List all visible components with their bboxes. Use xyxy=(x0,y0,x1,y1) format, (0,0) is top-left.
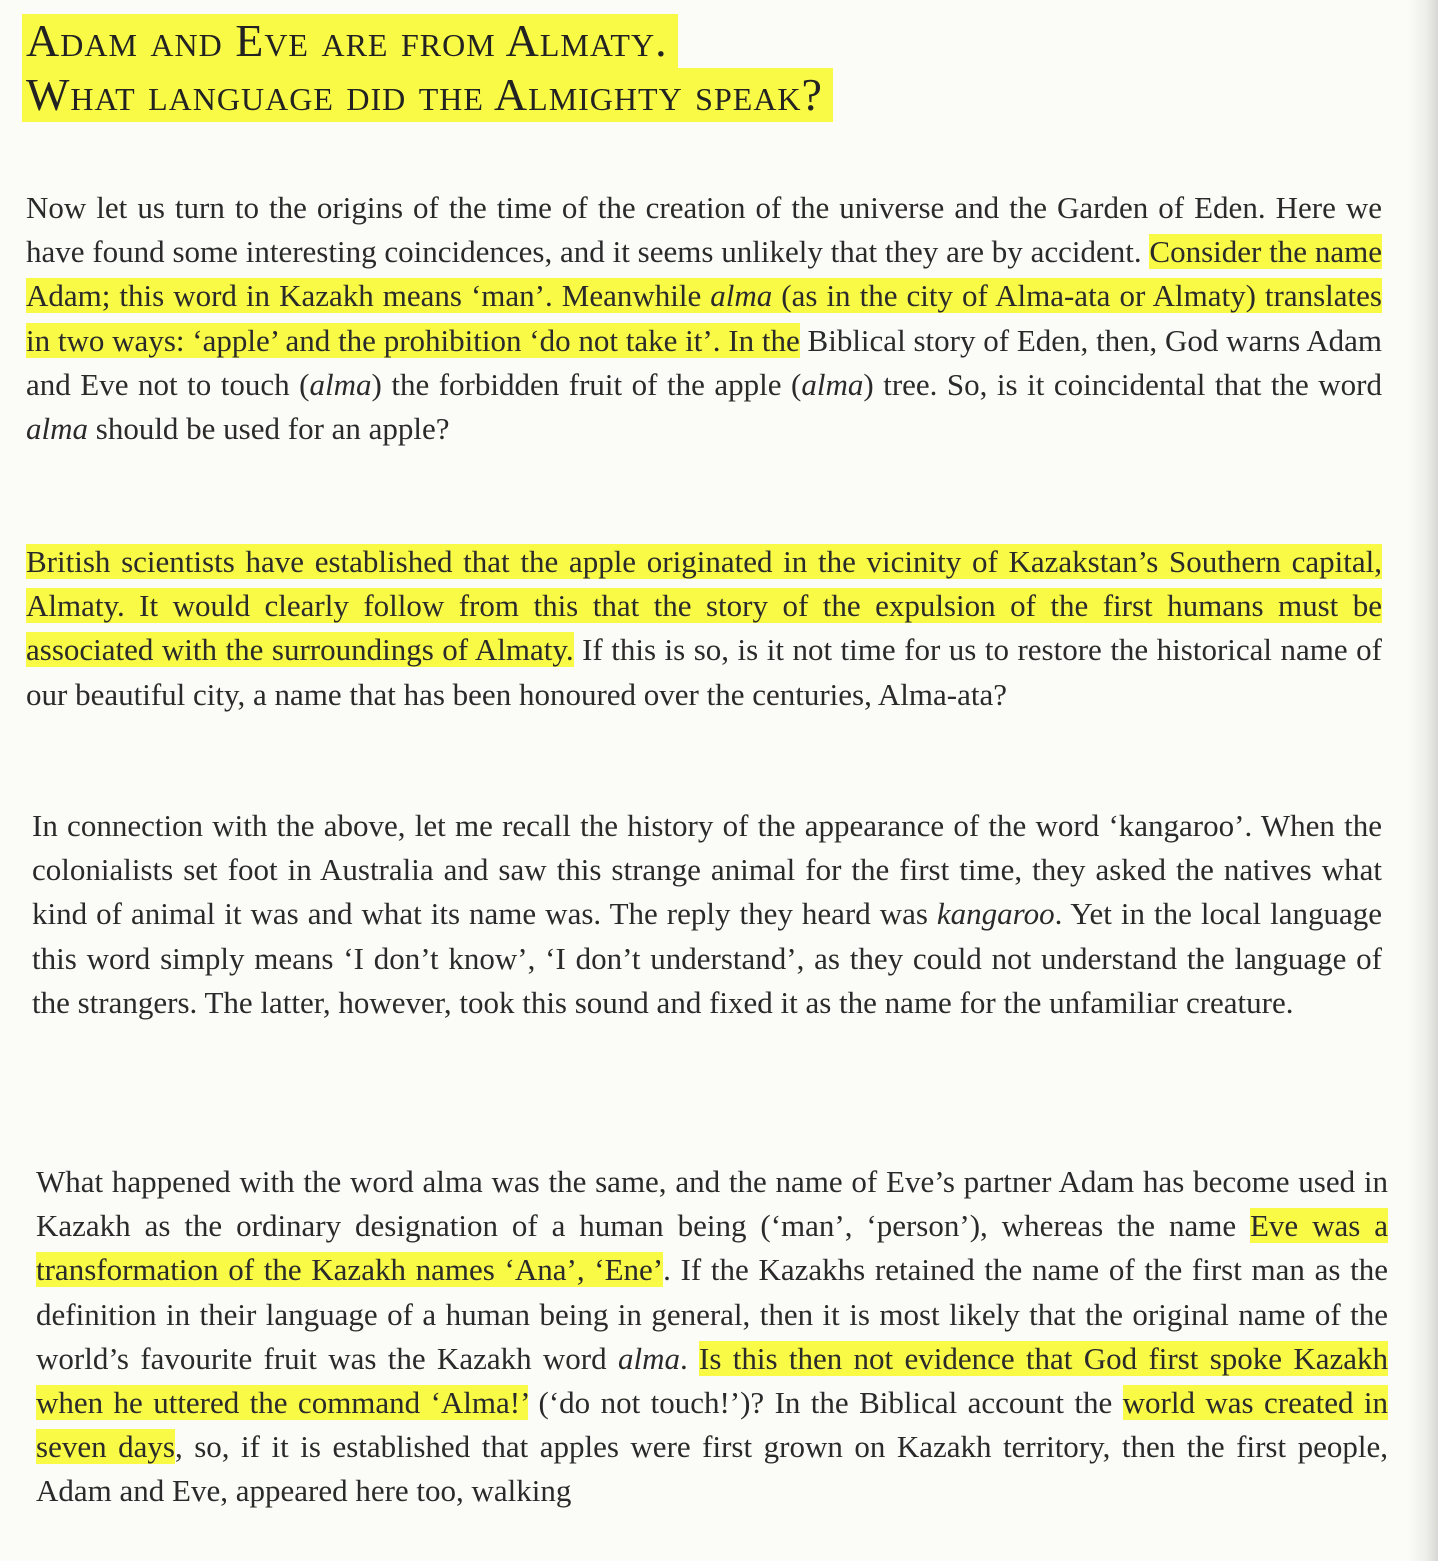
p4-text-d: (‘do not touch!’)? In the Biblical account the xyxy=(528,1385,1123,1421)
p4-text-c: . xyxy=(679,1340,700,1376)
p1-italic-alma: alma xyxy=(710,278,773,314)
p4-text-a: What happened with the word alma was the same, and the name of Eve’s partner Adam has become used in Kazakh as the ordinary designation of a human being (‘man’, ‘person’), whereas the name xyxy=(36,1164,1388,1244)
paragraph-2 xyxy=(26,540,1382,717)
p4-highlight-kazakh: Is this then not evidence that God first spoke Kazakh when he uttered the command ‘Alma!’ xyxy=(36,1340,1389,1421)
title-line-2: What language did the Almighty speak? xyxy=(22,68,833,122)
p4-italic-alma: alma xyxy=(617,1340,680,1376)
p1-italic-alma-3: alma xyxy=(801,366,864,402)
p1-highlight-text-b: (as in the city of Alma-ata or Almaty) translates in two ways: ‘apple’ and the prohibition ‘do not take it’. In the xyxy=(26,278,1382,358)
p1-text: Now let us turn to the origins of the time of the creation of the universe and the Garden of Eden. Here we have found some interesting coincidences, and it seems unlikely that they are by accident. xyxy=(26,190,1382,270)
paragraph-4 xyxy=(36,1160,1388,1514)
p2-highlight: British scientists have established that the apple originated in the vicinity of Kazakstan’s Southern capital, Almaty. It would clearly follow from this that the story of the expulsion of the first humans must be associated with the surroundings of Almaty. xyxy=(26,544,1382,668)
paragraph-1 xyxy=(26,186,1382,451)
p1-text-c: ) the forbidden fruit of the apple ( xyxy=(371,366,802,402)
paragraph-3 xyxy=(32,804,1382,1025)
p3-text-b: . Yet in the local language this word simply means ‘I don’t know’, ‘I don’t understand’, as they could not understand the language of the strangers. The latter, however, took this sound and fixed it as the name for the unfamiliar creature. xyxy=(32,896,1382,1020)
p4-text-e: , so, if it is established that apples were first grown on Kazakh territory, then the first people, Adam and Eve, appeared here too, walking xyxy=(36,1429,1389,1509)
page-title xyxy=(26,14,1086,122)
p3-italic-kangaroo: kangaroo xyxy=(936,896,1055,932)
p1-text-b: Biblical story of Eden, then, God warns Adam and Eve not to touch ( xyxy=(26,322,1382,402)
p3-text-a: In connection with the above, let me recall the history of the appearance of the word ‘kangaroo’. When the colonialists set foot in Australia and saw this strange animal for the first time, they asked the natives what kind of animal it was and what its name was. The reply they heard was xyxy=(32,808,1382,932)
p1-italic-alma-2: alma xyxy=(309,366,372,402)
page-edge-shadow xyxy=(1408,0,1438,1561)
p1-highlight-text-a: Consider the name Adam; this word in Kazakh means ‘man’. Meanwhile xyxy=(26,234,1382,314)
p1-italic-alma-4: alma xyxy=(26,411,88,447)
p4-text-b: . If the Kazakhs retained the name of the first man as the definition in their language of a human being in general, then it is most likely that the original name of the world’s favourite fruit was the Kazakh word xyxy=(36,1252,1388,1376)
p4-highlight-eve: Eve was a transformation of the Kazakh names ‘Ana’, ‘Ene’ xyxy=(36,1208,1389,1288)
p2-text: If this is so, is it not time for us to restore the historical name of our beautiful city, a name that has been honoured over the centuries, Alma-ata? xyxy=(26,632,1382,712)
p1-text-d: ) tree. So, is it coincidental that the word xyxy=(863,366,1382,402)
p1-text-e: should be used for an apple? xyxy=(88,411,450,447)
title-line-1: Adam and Eve are from Almaty. xyxy=(22,14,678,68)
p4-highlight-seven-days: world was created in seven days xyxy=(36,1385,1388,1465)
